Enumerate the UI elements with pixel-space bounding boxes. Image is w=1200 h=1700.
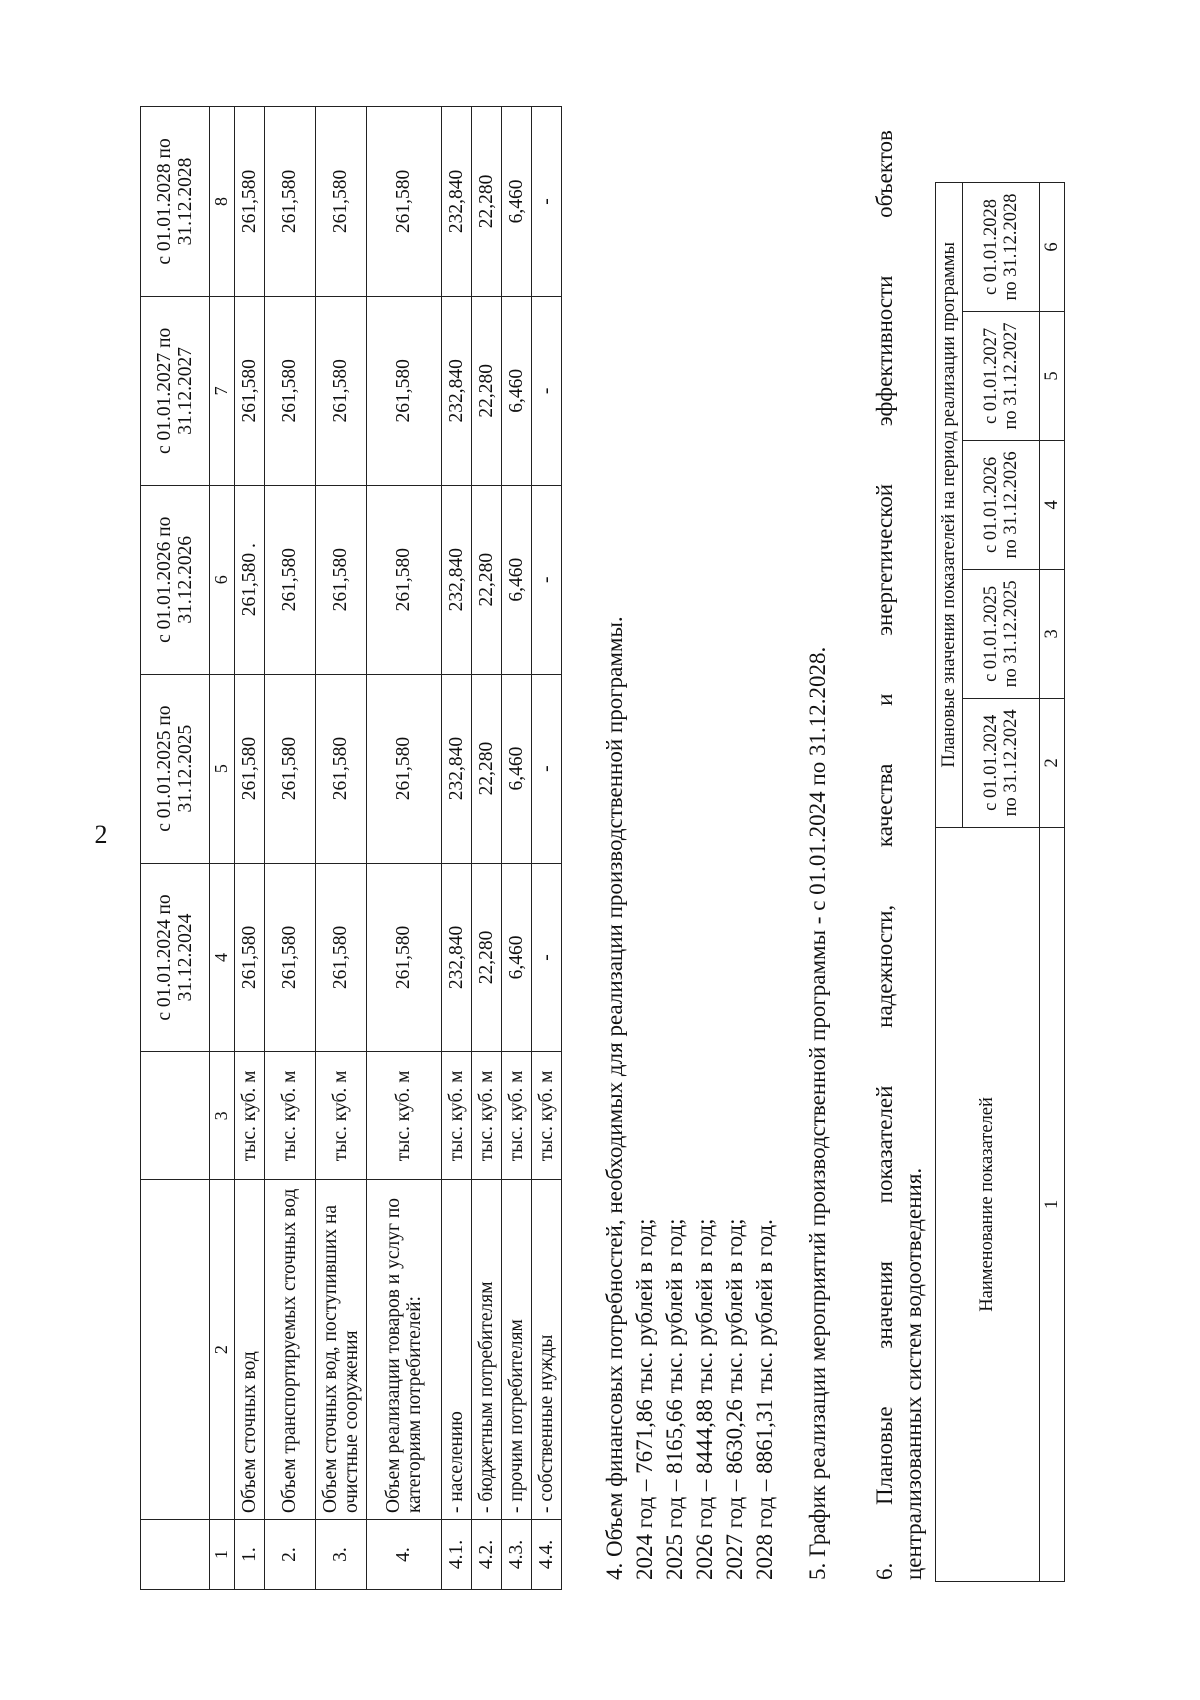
column-number-row xyxy=(210,107,235,1590)
row-unit: тыс. куб. м xyxy=(532,1052,562,1180)
financial-line: 2025 год – 8165,66 тыс. рублей в год; xyxy=(662,1218,687,1580)
row-value: 22,280 xyxy=(472,296,502,485)
table-row xyxy=(235,107,265,1590)
financial-line: 2026 год – 8444,88 тыс. рублей в год; xyxy=(692,1218,717,1580)
row-unit: тыс. куб. м xyxy=(502,1052,532,1180)
row-value: 261,580 xyxy=(316,863,367,1052)
row-value: 6,460 xyxy=(502,863,532,1052)
row-value: 22,280 xyxy=(472,485,502,674)
section-heading-line: централизованных систем водоотведения. xyxy=(901,1167,926,1580)
row-value: 261,580 xyxy=(367,296,442,485)
financial-line: 2028 год – 8861,31 тыс. рублей в год. xyxy=(752,1219,777,1580)
section-heading: 4. Объем финансовых потребностей, необходимых для реализации производственной программы. xyxy=(602,616,627,1580)
table-row xyxy=(532,107,562,1590)
row-value: - xyxy=(532,296,562,485)
row-value: 261,580 xyxy=(367,863,442,1052)
row-value: - xyxy=(532,107,562,297)
section-heading-line xyxy=(870,130,899,1580)
row-number: 2. xyxy=(265,1520,316,1590)
table-row xyxy=(442,107,472,1590)
heading-word: энергетической xyxy=(872,483,897,636)
indicators-section xyxy=(870,130,928,1580)
row-value: - xyxy=(532,485,562,674)
financial-line: 2024 год – 7671,86 тыс. рублей в год; xyxy=(632,1218,657,1580)
column-number: 6 xyxy=(210,485,235,674)
period-header: с 01.01.2026 по 31.12.2026 xyxy=(963,440,1040,569)
column-number: 4 xyxy=(210,863,235,1052)
row-value: 261,580 xyxy=(235,863,265,1052)
row-unit: тыс. куб. м xyxy=(316,1052,367,1180)
row-number: 3. xyxy=(316,1520,367,1590)
row-value: 22,280 xyxy=(472,863,502,1052)
period-header: с 01.01.2025 по 31.12.2025 xyxy=(963,569,1040,698)
page-number: 2 xyxy=(94,820,108,849)
column-number: 7 xyxy=(210,296,235,485)
table-row xyxy=(316,107,367,1590)
row-value: 261,580 xyxy=(265,296,316,485)
row-value: 261,580 xyxy=(367,107,442,297)
indicators-table xyxy=(935,182,1065,1582)
row-unit: тыс. куб. м xyxy=(235,1052,265,1180)
header-cell xyxy=(141,1520,210,1590)
indicator-name-header: Наименование показателей xyxy=(936,827,1040,1581)
column-number: 4 xyxy=(1040,440,1065,569)
row-number: 1. xyxy=(235,1520,265,1590)
row-name: - населению xyxy=(442,1180,472,1520)
row-value: 261,580 xyxy=(265,107,316,297)
column-number: 2 xyxy=(1040,698,1065,827)
row-value: - xyxy=(532,674,562,863)
period-header: с 01.01.2028 по 31.12.2028 xyxy=(963,183,1040,312)
row-value: - xyxy=(532,863,562,1052)
column-number: 3 xyxy=(1040,569,1065,698)
schedule-section: 5. График реализации мероприятий производственной программы - с 01.01.2024 по 31.12.2028. xyxy=(805,646,830,1580)
heading-word: 6. xyxy=(872,1562,897,1580)
period-header: с 01.01.2027 по 31.12.2027 xyxy=(963,311,1040,440)
column-number: 5 xyxy=(210,674,235,863)
row-unit: тыс. куб. м xyxy=(367,1052,442,1180)
row-value: 261,580 xyxy=(316,485,367,674)
row-unit: тыс. куб. м xyxy=(472,1052,502,1180)
column-number-row xyxy=(1040,183,1065,1582)
row-number: 4.1. xyxy=(442,1520,472,1590)
row-value: 232,840 xyxy=(442,863,472,1052)
header-cell xyxy=(141,1052,210,1180)
row-value: 232,840 xyxy=(442,674,472,863)
row-name: Объем сточных вод, поступивших на очистные сооружения xyxy=(316,1180,367,1520)
row-value: 261,580 xyxy=(235,674,265,863)
row-value: 261,580 xyxy=(235,296,265,485)
heading-word: Плановые xyxy=(872,1406,897,1506)
header-cell: с 01.01.2028 по 31.12.2028 xyxy=(141,107,210,297)
table-row xyxy=(472,107,502,1590)
row-name: Объем транспортируемых сточных вод xyxy=(265,1180,316,1520)
row-value: 261,580 xyxy=(316,107,367,297)
header-cell xyxy=(141,1180,210,1520)
heading-word: и xyxy=(872,693,897,706)
planned-values-header: Плановые значения показателей на период реализации программы xyxy=(936,183,963,828)
table-row xyxy=(367,107,442,1590)
row-value: 261,580 xyxy=(367,674,442,863)
row-value: 261,580 . xyxy=(235,485,265,674)
heading-word: качества xyxy=(872,763,897,848)
column-number: 5 xyxy=(1040,311,1065,440)
heading-word: значения xyxy=(872,1261,897,1349)
row-value: 261,580 xyxy=(265,863,316,1052)
row-unit: тыс. куб. м xyxy=(265,1052,316,1180)
header-cell: с 01.01.2027 по 31.12.2027 xyxy=(141,296,210,485)
table-row xyxy=(265,107,316,1590)
row-number: 4. xyxy=(367,1520,442,1590)
row-value: 6,460 xyxy=(502,485,532,674)
row-name: Объем сточных вод xyxy=(235,1180,265,1520)
row-number: 4.3. xyxy=(502,1520,532,1590)
row-value: 261,580 xyxy=(316,674,367,863)
row-value: 261,580 xyxy=(367,485,442,674)
row-value: 6,460 xyxy=(502,674,532,863)
production-volume-table xyxy=(140,106,562,1590)
column-number: 8 xyxy=(210,107,235,297)
period-header: с 01.01.2024 по 31.12.2024 xyxy=(963,698,1040,827)
row-name: - бюджетным потребителям xyxy=(472,1180,502,1520)
row-value: 232,840 xyxy=(442,107,472,297)
row-value: 6,460 xyxy=(502,107,532,297)
row-value: 261,580 xyxy=(235,107,265,297)
column-number: 3 xyxy=(210,1052,235,1180)
row-value: 22,280 xyxy=(472,674,502,863)
row-name: - собственные нужды xyxy=(532,1180,562,1520)
heading-word: объектов xyxy=(872,130,897,218)
row-value: 261,580 xyxy=(265,674,316,863)
row-value: 6,460 xyxy=(502,296,532,485)
row-number: 4.2. xyxy=(472,1520,502,1590)
row-unit: тыс. куб. м xyxy=(442,1052,472,1180)
row-value: 22,280 xyxy=(472,107,502,297)
heading-word: надежности, xyxy=(872,904,897,1028)
column-number: 1 xyxy=(210,1520,235,1590)
heading-word: эффективности xyxy=(872,275,897,427)
header-cell: с 01.01.2025 по 31.12.2025 xyxy=(141,674,210,863)
table-row xyxy=(502,107,532,1590)
financial-line: 2027 год – 8630,26 тыс. рублей в год; xyxy=(722,1218,747,1580)
row-value: 232,840 xyxy=(442,296,472,485)
row-number: 4.4. xyxy=(532,1520,562,1590)
row-value: 261,580 xyxy=(265,485,316,674)
financial-needs-section xyxy=(600,616,780,1580)
row-name: - прочим потребителям xyxy=(502,1180,532,1520)
table-header-row xyxy=(141,107,210,1590)
header-cell: с 01.01.2024 по 31.12.2024 xyxy=(141,863,210,1052)
row-name: Объем реализации товаров и услуг по категориям потребителей: xyxy=(367,1180,442,1520)
row-value: 261,580 xyxy=(316,296,367,485)
header-cell: с 01.01.2026 по 31.12.2026 xyxy=(141,485,210,674)
heading-word: показателей xyxy=(872,1085,897,1204)
column-number: 2 xyxy=(210,1180,235,1520)
column-number: 1 xyxy=(1040,827,1065,1581)
column-number: 6 xyxy=(1040,183,1065,312)
table-header-row xyxy=(936,183,963,1582)
row-value: 232,840 xyxy=(442,485,472,674)
